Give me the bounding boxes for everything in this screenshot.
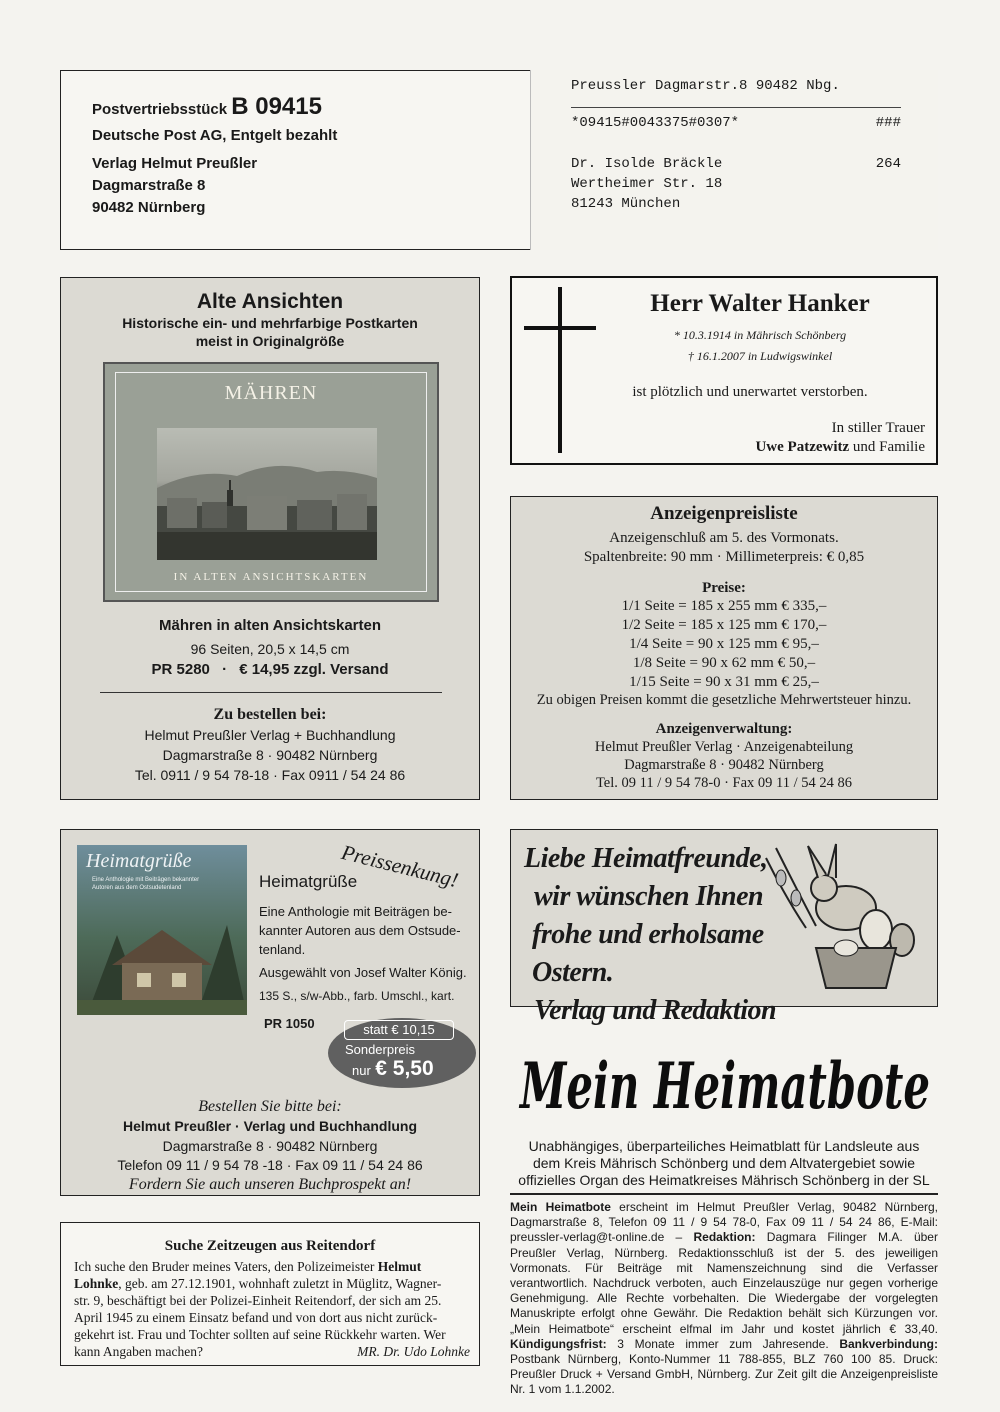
order-line: Helmut Preußler Verlag + Buchhandlung bbox=[144, 727, 396, 743]
book-desc: Eine Anthologie mit Beiträgen be- bbox=[259, 904, 452, 919]
recipient-name: Dr. Isolde Bräckle bbox=[571, 156, 723, 172]
price-item: 1/4 Seite = 90 x 125 mm € 95,– bbox=[629, 636, 819, 652]
admin-line: Tel. 09 11 / 9 54 78-0 · Fax 09 11 / 54 24 86 bbox=[595, 775, 853, 791]
ad-body bbox=[74, 1258, 474, 1360]
death-date: † 16.1.2007 in Ludwigswinkel bbox=[687, 349, 833, 363]
masthead-logo bbox=[512, 1030, 938, 1134]
city-skyline-illustration bbox=[157, 428, 377, 560]
book-details: 96 Seiten, 20,5 x 14,5 cm bbox=[190, 641, 350, 657]
cover-title: Heimatgrüße bbox=[86, 850, 192, 872]
price-list-line: Spaltenbreite: 90 mm · Millimeterpreis: € 0,85 bbox=[583, 549, 865, 565]
order-code: PR 1050 bbox=[264, 1016, 315, 1031]
signature: MR. Dr. Udo Lohnke bbox=[357, 1344, 470, 1359]
obituary-message: ist plötzlich und unerwartet verstorben. bbox=[632, 384, 868, 400]
person-surname: Lohnke bbox=[74, 1276, 119, 1291]
order-line: Dagmarstraße 8 · 90482 Nürnberg bbox=[162, 747, 378, 763]
greeting-line: wir wünschen Ihnen bbox=[534, 881, 764, 912]
book-title: Heimatgrüße bbox=[259, 872, 358, 891]
cross-icon bbox=[558, 287, 562, 453]
vat-note: Zu obigen Preisen kommt die gesetzliche Mehrwertsteuer hinzu. bbox=[536, 692, 912, 708]
ad-subtitle: meist in Originalgröße bbox=[195, 333, 345, 349]
mourner-name: Uwe Patzewitz bbox=[755, 439, 850, 455]
imprint-label: Bankverbindung: bbox=[839, 1336, 938, 1351]
recipient-number: 264 bbox=[875, 156, 901, 172]
sender-line: Preussler Dagmarstr.8 90482 Nbg. bbox=[571, 78, 840, 94]
deceased-name: Herr Walter Hanker bbox=[650, 290, 870, 317]
order-line: Tel. 0911 / 9 54 78-18 · Fax 0911 / 54 24 86 bbox=[134, 767, 406, 783]
postal-street: Dagmarstraße 8 bbox=[92, 177, 206, 194]
mourning-line: In stiller Trauer bbox=[831, 420, 925, 436]
imprint bbox=[510, 1200, 938, 1398]
price-item: 1/8 Seite = 90 x 62 mm € 50,– bbox=[632, 655, 816, 671]
divider bbox=[510, 1193, 938, 1195]
body-text: , geb. am 27.12.1901, wohnhaft zuletzt in Müglitz, Wagner- bbox=[118, 1276, 442, 1291]
city-photo bbox=[157, 428, 377, 560]
subtitle-line: dem Kreis Mährisch Schönberg und dem Altvatergebiet sowie bbox=[532, 1155, 916, 1171]
book-price-line bbox=[60, 661, 480, 678]
body-text: gekehrt ist. Frau und Tochter sollten auf seine Rückkehr warten. Wer bbox=[74, 1327, 446, 1342]
person-name: Helmut bbox=[377, 1259, 422, 1274]
order-line: Helmut Preußler · Verlag und Buchhandlung bbox=[122, 1118, 418, 1134]
prospekt-note: Fordern Sie auch unseren Buchprospekt an! bbox=[128, 1176, 412, 1193]
postal-payment: Deutsche Post AG, Entgelt bezahlt bbox=[92, 127, 338, 144]
price-list-title: Anzeigenpreisliste bbox=[650, 503, 798, 524]
subtitle-line: offizielles Organ des Heimatkreises Mährisch Schönberg in der SL bbox=[518, 1172, 930, 1188]
order-heading: Zu bestellen bei: bbox=[213, 706, 327, 723]
new-price-line bbox=[352, 1057, 472, 1081]
greeting-line: frohe und erholsame Ostern. bbox=[532, 919, 764, 988]
postal-code: B 09415 bbox=[231, 93, 322, 120]
postal-publisher: Verlag Helmut Preußler bbox=[92, 155, 258, 172]
imprint-text: 3 Monate immer zum Jahresende. bbox=[606, 1336, 840, 1351]
postal-block bbox=[92, 93, 512, 219]
address-code: *09415#0043375#0307* bbox=[571, 115, 740, 131]
admin-line: Helmut Preußler Verlag · Anzeigenabteilung bbox=[594, 739, 854, 755]
imprint-text: Postbank Nürnberg, Konto-Nummer 11 788-855, BLZ 760 100 85. Druck: Preußler Druck + Versand GmbH, Nürnberg. Zur Zeit gilt die Anzeigenpreisliste Nr. 1 vom 1.1.2002. bbox=[510, 1352, 938, 1397]
address-divider bbox=[571, 107, 901, 108]
divider bbox=[100, 692, 442, 693]
book-desc: kannter Autoren aus dem Ostsude- bbox=[259, 923, 461, 938]
body-text: Ich suche den Bruder meines Vaters, den Polizeimeister bbox=[74, 1259, 378, 1274]
masthead-subtitle bbox=[510, 1138, 938, 1189]
order-line: Dagmarstraße 8 · 90482 Nürnberg bbox=[162, 1138, 378, 1154]
easter-bunny-icon bbox=[746, 838, 932, 1002]
recipient-street: Wertheimer Str. 18 bbox=[571, 176, 723, 192]
price: € 14,95 zzgl. Versand bbox=[239, 661, 389, 678]
book-cover-subtitle: IN ALTEN ANSICHTSKARTEN bbox=[173, 571, 369, 583]
body-text: April 1945 zu einem Einsatz befand und von dort aus nicht zurück- bbox=[74, 1310, 438, 1325]
postal-city: 90482 Nürnberg bbox=[92, 199, 206, 216]
ad-title: Alte Ansichten bbox=[196, 290, 344, 313]
book-details: 135 S., s/w-Abb., farb. Umschl., kart. bbox=[259, 989, 455, 1003]
postal-label: Postvertriebsstück bbox=[92, 101, 228, 118]
price-list-line: Anzeigenschluß am 5. des Vormonats. bbox=[609, 530, 839, 546]
address-label bbox=[530, 70, 938, 250]
cross-icon-bar bbox=[524, 326, 596, 330]
imprint-text: Dagmara Filinger M.A. über Preußler Verlag, Nürnberg. Redaktionsschluß ist der 5. des jeweiligen Vormonats. Für Beiträge mit Namenszeichnung sind die Verfasser verantwortlich. Nachdruck verboten, auch Einzelauszüge nur gegen vorherige Genehmigung. Alle Rechte vorbehalten. Die Wiedergabe der vorgelegten Manuskripte erfolgt ohne Gewähr. Die Redaktion behält sich Kürzungen vor. „Mein Heimatbote“ erscheint elfmal im Jahr und kostet jährlich € 33,40. bbox=[510, 1230, 938, 1336]
imprint-name: Mein Heimatbote bbox=[510, 1200, 611, 1214]
mourners bbox=[600, 439, 925, 456]
order-heading: Bestellen Sie bitte bei: bbox=[198, 1098, 342, 1115]
masthead-blackletter bbox=[512, 1030, 938, 1134]
greeting-line: Verlag und Redaktion bbox=[534, 995, 777, 1026]
special-price-label: Sonderpreis bbox=[344, 1042, 416, 1057]
order-line: Telefon 09 11 / 9 54 78 -18 · Fax 09 11 / 54 24 86 bbox=[117, 1157, 423, 1173]
price-item: 1/2 Seite = 185 x 125 mm € 170,– bbox=[621, 617, 827, 633]
ad-title: Suche Zeitzeugen aus Reitendorf bbox=[164, 1238, 376, 1254]
book-editor: Ausgewählt von Josef Walter König. bbox=[259, 965, 467, 980]
order-code: PR 5280 bbox=[151, 661, 210, 678]
price-item: 1/1 Seite = 185 x 255 mm € 335,– bbox=[621, 598, 827, 614]
separator: · bbox=[222, 661, 228, 678]
body-text: str. 9, beschäftigt bei der Polizei-Einheit Reitendorf, der sich am 25. bbox=[74, 1293, 442, 1308]
preissenkung-banner: Preissenkung! bbox=[339, 840, 461, 893]
cover-text: Eine Anthologie mit Beiträgen bekannter Autoren aus dem Ostsudetenland bbox=[92, 877, 200, 891]
new-price-prefix: nur bbox=[352, 1063, 371, 1078]
admin-heading: Anzeigenverwaltung: bbox=[655, 721, 793, 737]
greeting-line: Liebe Heimatfreunde, bbox=[524, 843, 768, 874]
new-price: € 5,50 bbox=[375, 1057, 434, 1080]
masthead-title: Mein Heimatbote bbox=[518, 1049, 930, 1124]
imprint-label: Kündigungsfrist: bbox=[510, 1336, 607, 1351]
imprint-label: Redaktion: bbox=[693, 1230, 756, 1245]
ad-subtitle: Historische ein- und mehrfarbige Postkarten bbox=[122, 315, 418, 331]
recipient-city: 81243 München bbox=[571, 196, 681, 212]
book-desc: tenland. bbox=[259, 942, 306, 957]
subtitle-line: Unabhängiges, überparteiliches Heimatblatt für Landsleute aus bbox=[528, 1138, 920, 1154]
imprint-text: erscheint im Helmut Preußler Verlag, 90482 Nürnberg, Dagmarstraße 8, Telefon 09 11 / 9 54 78-0, Fax 09 11 / 54 24 86, E-Mail: preussler-verlag@t-online.de – bbox=[510, 1200, 939, 1245]
body-text: kann Angaben machen? bbox=[74, 1344, 203, 1359]
birth-date: * 10.3.1914 in Mährisch Schönberg bbox=[673, 328, 847, 342]
book-cover-title: MÄHREN bbox=[224, 382, 318, 404]
admin-line: Dagmarstraße 8 · 90482 Nürnberg bbox=[624, 757, 824, 773]
book-title: Mähren in alten Ansichtskarten bbox=[159, 617, 381, 634]
prices-heading: Preise: bbox=[702, 580, 746, 596]
price-item: 1/15 Seite = 90 x 31 mm € 25,– bbox=[629, 674, 819, 690]
mourner-family: und Familie bbox=[849, 439, 925, 455]
address-hash: ### bbox=[875, 115, 901, 131]
old-price: statt € 10,15 bbox=[344, 1020, 454, 1040]
